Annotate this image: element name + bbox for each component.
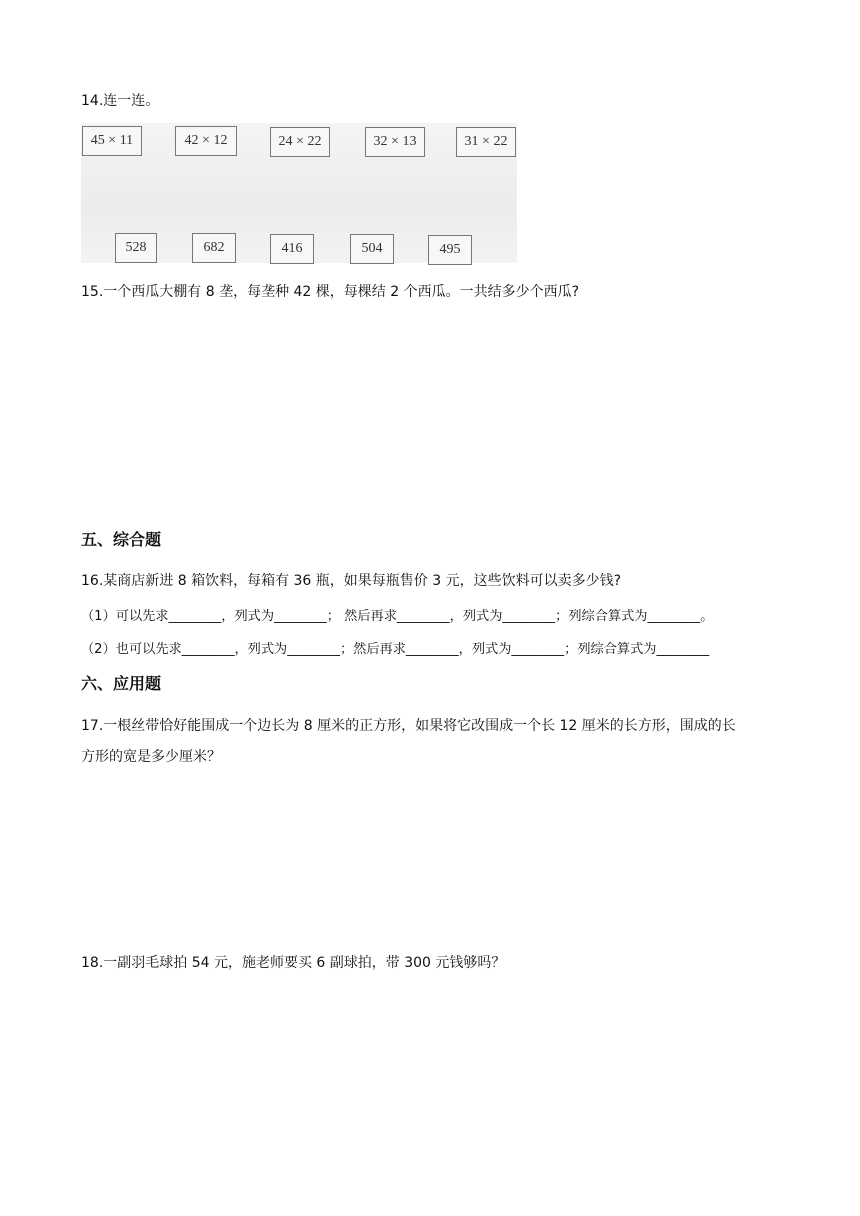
question-17-line-1: 17.一根丝带恰好能围成一个边长为 8 厘米的正方形，如果将它改围成一个长 12 厘米的长方形，围成的长 [81,718,736,734]
result-box-4: 504 [350,234,394,264]
expression-box-2: 42 × 12 [175,126,237,156]
question-18-text: 18.一副羽毛球拍 54 元，施老师要买 6 副球拍，带 300 元钱够吗？ [81,955,506,971]
result-box-2: 682 [192,233,236,263]
question-16-text: 16.某商店新进 8 箱饮料，每箱有 36 瓶，如果每瓶售价 3 元，这些饮料可以卖多少钱? [81,573,622,589]
expression-box-4: 32 × 13 [365,127,425,157]
question-17-line-2: 方形的宽是多少厘米？ [81,749,221,765]
matching-figure [81,123,517,263]
expression-box-3: 24 × 22 [270,127,330,157]
result-box-3: 416 [270,234,314,264]
question-15-text: 15.一个西瓜大棚有 8 垄，每垄种 42 棵，每棵结 2 个西瓜。一共结多少个西瓜? [81,284,580,300]
question-16-part-2: （2）也可以先求________，列式为________；然后再求________，列式为________；列综合算式为________ [81,642,710,657]
section-5-heading: 五、综合题 [81,530,162,549]
question-16-part-1: （1）可以先求________，列式为________； 然后再求________，列式为________；列综合算式为________。 [81,609,714,624]
expression-box-1: 45 × 11 [82,126,142,156]
question-14-title: 14.连一连。 [81,93,160,109]
section-6-heading: 六、应用题 [81,674,162,693]
result-box-5: 495 [428,235,472,265]
result-box-1: 528 [115,233,157,263]
expression-box-5: 31 × 22 [456,127,516,157]
